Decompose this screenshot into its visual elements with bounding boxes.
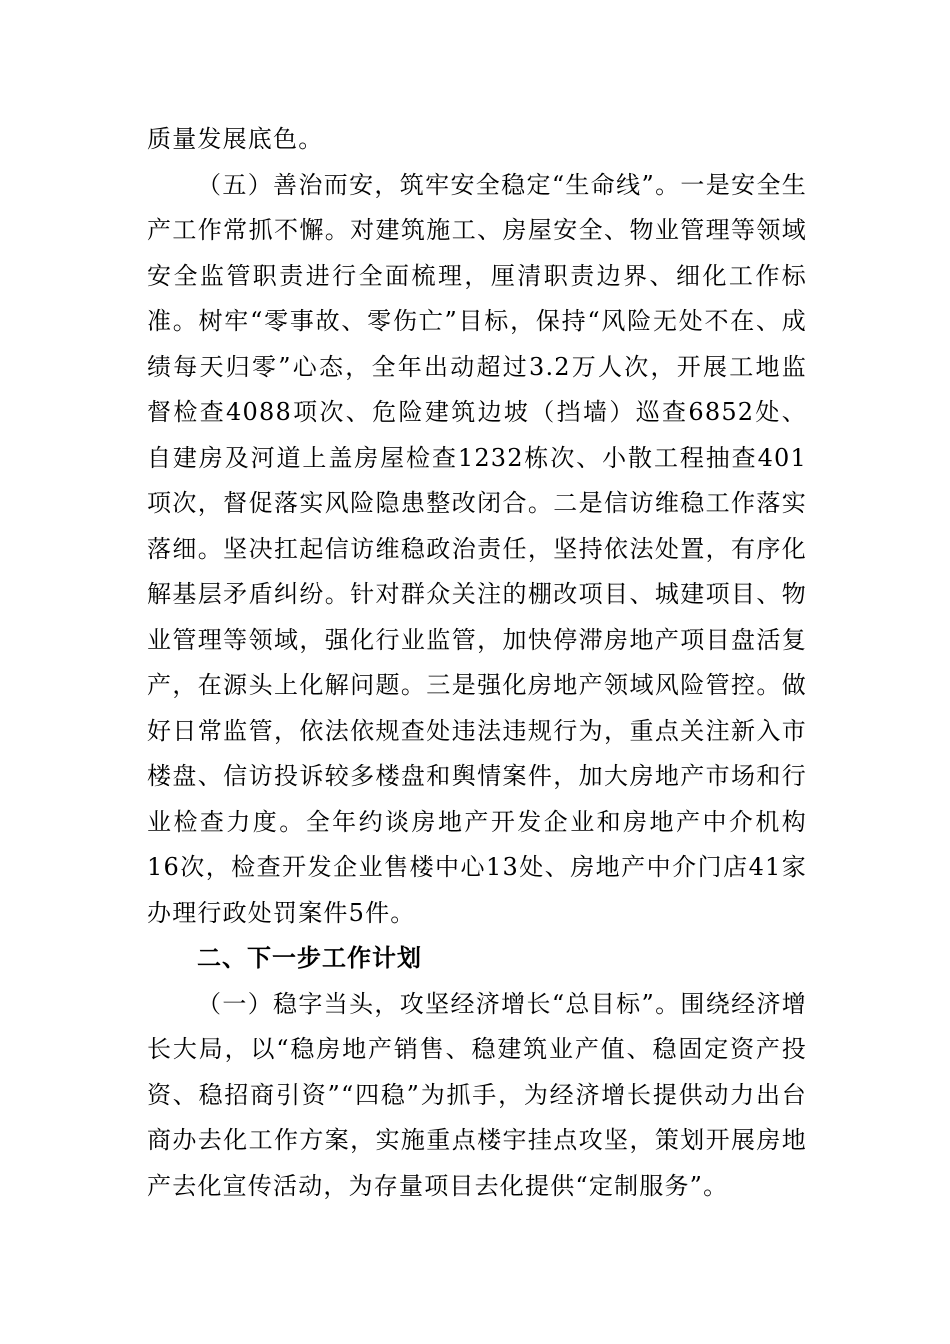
paragraph-continuation: 质量发展底色。 <box>147 125 324 153</box>
paragraph-economic-growth: （一）稳字当头，攻坚经济增长“总目标”。围绕经济增长大局，以“稳房地产销售、稳建筑业产值、稳固定资产投资、稳招商引资”“四稳”为抓手，为经济增长提供动力出台商办去化工作方案，实施重点楼宇挂点攻坚，策划开展房地产去化宣传活动，为存量项目去化提供“定制服务”。 <box>147 989 807 1200</box>
paragraph-safety-stability: （五）善治而安，筑牢安全稳定“生命线”。一是安全生产工作常抓不懈。对建筑施工、房屋安全、物业管理等领域安全监管职责进行全面梳理，厘清职责边界、细化工作标准。树牢“零事故、零伤亡”目标，保持“风险无处不在、成绩每天归零”心态，全年出动超过3.2万人次，开展工地监督检查4088项次、危险建筑边坡（挡墙）巡查6852处、自建房及河道上盖房屋检查1232栋次、小散工程抽查401项次，督促落实风险隐患整改闭合。二是信访维稳工作落实落细。坚决扛起信访维稳政治责任，坚持依法处置，有序化解基层矛盾纠纷。针对群众关注的棚改项目、城建项目、物业管理等领域，强化行业监管，加快停滞房地产项目盘活复产，在源头上化解问题。三是强化房地产领域风险管控。做好日常监管，依法依规查处违法违规行为，重点关注新入市楼盘、信访投诉较多楼盘和舆情案件，加大房地产市场和行业检查力度。全年约谈房地产开发企业和房地产中介机构16次，检查开发企业售楼中心13处、房地产中介门店41家办理行政处罚案件5件。 <box>147 170 807 927</box>
section-heading-next-plan: 二、下一步工作计划 <box>197 944 422 972</box>
document-page <box>147 117 807 1209</box>
